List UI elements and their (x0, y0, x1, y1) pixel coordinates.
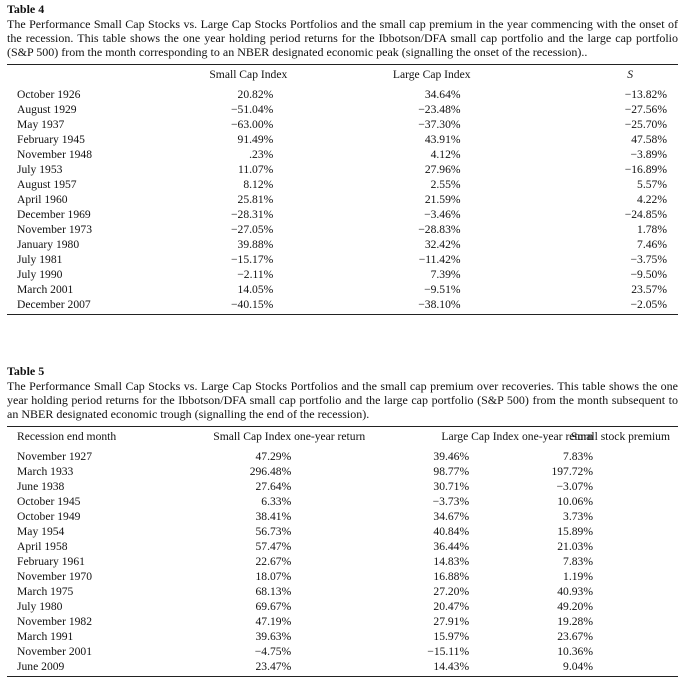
value-cell: −16.89% (624, 163, 667, 176)
value-cell: 4.12% (430, 148, 461, 161)
table-4-label: Table 4 (7, 2, 45, 16)
row-label-cell: December 2007 (17, 298, 91, 311)
value-cell: 38.41% (255, 510, 292, 523)
value-cell: −13.82% (624, 88, 667, 101)
value-cell: 15.97% (433, 630, 470, 643)
table-4 (7, 65, 678, 312)
value-cell: −2.11% (237, 268, 274, 281)
value-cell: 23.57% (631, 283, 667, 296)
value-cell: 23.67% (557, 630, 593, 643)
row-label-cell: October 1945 (17, 495, 81, 508)
table-4-caption: The Performance Small Cap Stocks vs. Large Cap Stocks Portfolios and the small cap premium in the year commencing with the onset of the recession. This table shows the one year holding period returns for the Ibbotson/DFA small cap portfolio and the large cap portfolio (S&P 500) from the month corresponding to an NBER designated economic peak (signalling the onset of the recession).. (7, 17, 678, 59)
value-cell: 34.67% (433, 510, 470, 523)
table-5-header-month: Recession end month (17, 430, 117, 443)
table-row (7, 479, 678, 494)
value-cell: 98.77% (433, 465, 470, 478)
table-row (7, 629, 678, 644)
value-cell: 56.73% (255, 525, 292, 538)
table-5 (7, 427, 678, 674)
table-4-bottom-rule (7, 314, 678, 315)
value-cell: −15.11% (427, 645, 470, 658)
value-cell: −40.15% (231, 298, 274, 311)
value-cell: 7.39% (430, 268, 461, 281)
row-label-cell: June 1938 (17, 480, 65, 493)
value-cell: 30.71% (433, 480, 470, 493)
row-label-cell: July 1990 (17, 268, 63, 281)
row-label-cell: June 2009 (17, 660, 65, 673)
value-cell: −23.48% (418, 103, 461, 116)
table-row (7, 494, 678, 509)
value-cell: 20.47% (433, 600, 470, 613)
table-5-caption: The Performance Small Cap Stocks vs. Large Cap Stocks Portfolios and the small cap premium over recoveries. This table shows the one year holding period returns for the Ibbotson/DFA small cap portfolio and the large cap portfolio (S&P 500) from the month subsequent to an NBER designated economic trough (signalling the end of the recession). (7, 379, 678, 421)
table-row (7, 464, 678, 479)
table-row (7, 282, 678, 297)
table-row (7, 569, 678, 584)
row-label-cell: March 2001 (17, 283, 74, 296)
value-cell: 40.93% (557, 585, 593, 598)
value-cell: 27.20% (433, 585, 470, 598)
table-row (7, 252, 678, 267)
value-cell: 43.91% (424, 133, 461, 146)
row-label-cell: November 1948 (17, 148, 93, 161)
table-row (7, 84, 678, 102)
row-label-cell: April 1960 (17, 193, 68, 206)
table-row (7, 207, 678, 222)
table-row (7, 644, 678, 659)
row-label-cell: July 1953 (17, 163, 63, 176)
value-cell: 21.59% (424, 193, 461, 206)
value-cell: 3.73% (563, 510, 593, 523)
table-row (7, 446, 678, 464)
value-cell: −27.56% (624, 103, 667, 116)
value-cell: 39.88% (237, 238, 274, 251)
table-row (7, 584, 678, 599)
value-cell: −9.51% (424, 283, 461, 296)
row-label-cell: February 1961 (17, 555, 85, 568)
table-row (7, 297, 678, 312)
value-cell: 47.29% (255, 450, 292, 463)
value-cell: −3.07% (556, 480, 593, 493)
value-cell: 18.07% (255, 570, 292, 583)
value-cell: 27.64% (255, 480, 292, 493)
value-cell: 7.83% (563, 450, 593, 463)
table-4-header-date (7, 65, 195, 84)
table-row (7, 509, 678, 524)
value-cell: 40.84% (433, 525, 470, 538)
table-5-header-row (7, 427, 678, 446)
value-cell: 39.63% (255, 630, 292, 643)
value-cell: 49.20% (557, 600, 593, 613)
table-row (7, 192, 678, 207)
row-label-cell: August 1957 (17, 178, 77, 191)
row-label-cell: November 1982 (17, 615, 93, 628)
table-5-header-small-cap: Small Cap Index one-year return (213, 430, 366, 443)
value-cell: 11.07% (237, 163, 274, 176)
value-cell: 15.89% (557, 525, 593, 538)
table-row (7, 539, 678, 554)
value-cell: 8.12% (243, 178, 274, 191)
value-cell: 20.82% (237, 88, 274, 101)
value-cell: 5.57% (637, 178, 667, 191)
value-cell: 36.44% (433, 540, 470, 553)
value-cell: 39.46% (433, 450, 470, 463)
value-cell: −28.83% (418, 223, 461, 236)
table-row (7, 599, 678, 614)
value-cell: 32.42% (424, 238, 461, 251)
value-cell: −3.75% (630, 253, 667, 266)
table-row (7, 147, 678, 162)
value-cell: −15.17% (231, 253, 274, 266)
row-label-cell: August 1929 (17, 103, 77, 116)
value-cell: 69.67% (255, 600, 292, 613)
value-cell: 22.67% (255, 555, 292, 568)
row-label-cell: July 1981 (17, 253, 63, 266)
table-row (7, 524, 678, 539)
value-cell: 21.03% (557, 540, 593, 553)
row-label-cell: May 1937 (17, 118, 65, 131)
value-cell: 14.05% (237, 283, 274, 296)
row-label-cell: October 1926 (17, 88, 81, 101)
table-4-body (7, 84, 678, 312)
value-cell: 296.48% (249, 465, 292, 478)
table-5-block (7, 364, 678, 677)
table-4-header-row (7, 65, 678, 84)
table-row (7, 102, 678, 117)
value-cell: −25.70% (624, 118, 667, 131)
value-cell: −11.42% (418, 253, 461, 266)
value-cell: −51.04% (231, 103, 274, 116)
row-label-cell: November 2001 (17, 645, 93, 658)
table-row (7, 267, 678, 282)
row-label-cell: May 1954 (17, 525, 65, 538)
table-row (7, 659, 678, 674)
table-row (7, 177, 678, 192)
table-4-header-small-cap: Small Cap Index (209, 68, 288, 81)
value-cell: −4.75% (254, 645, 292, 658)
value-cell: −3.73% (432, 495, 470, 508)
table-4-block (7, 2, 678, 315)
value-cell: 10.06% (557, 495, 593, 508)
value-cell: 2.55% (430, 178, 461, 191)
value-cell: 197.72% (551, 465, 593, 478)
value-cell: 23.47% (255, 660, 292, 673)
value-cell: .23% (249, 148, 274, 161)
row-label-cell: January 1980 (17, 238, 80, 251)
value-cell: −9.50% (630, 268, 667, 281)
value-cell: −2.05% (630, 298, 667, 311)
row-label-cell: April 1958 (17, 540, 68, 553)
row-label-cell: March 1991 (17, 630, 74, 643)
value-cell: 7.83% (563, 555, 593, 568)
table-row (7, 222, 678, 237)
value-cell: 14.83% (433, 555, 470, 568)
value-cell: 34.64% (424, 88, 461, 101)
value-cell: −63.00% (231, 118, 274, 131)
value-cell: 91.49% (237, 133, 274, 146)
value-cell: 14.43% (433, 660, 470, 673)
table-row (7, 614, 678, 629)
row-label-cell: February 1945 (17, 133, 85, 146)
row-label-cell: November 1970 (17, 570, 93, 583)
value-cell: 47.19% (255, 615, 292, 628)
value-cell: 6.33% (261, 495, 292, 508)
value-cell: 4.22% (637, 193, 667, 206)
value-cell: 27.96% (424, 163, 461, 176)
row-label-cell: July 1980 (17, 600, 63, 613)
table-row (7, 554, 678, 569)
table-5-header-large-cap: Large Cap Index one-year return (441, 430, 594, 443)
table-4-header-premium: S (627, 68, 633, 81)
row-label-cell: November 1927 (17, 450, 93, 463)
value-cell: 47.58% (631, 133, 667, 146)
table-5-bottom-rule (7, 676, 678, 677)
table-4-header-large-cap: Large Cap Index (392, 68, 471, 81)
value-cell: 1.78% (637, 223, 667, 236)
value-cell: 27.91% (433, 615, 470, 628)
row-label-cell: March 1975 (17, 585, 74, 598)
value-cell: −3.89% (630, 148, 667, 161)
table-row (7, 237, 678, 252)
table-5-header-premium: Small stock premium (570, 430, 670, 443)
value-cell: −24.85% (624, 208, 667, 221)
value-cell: 57.47% (255, 540, 292, 553)
value-cell: 16.88% (433, 570, 470, 583)
row-label-cell: October 1949 (17, 510, 81, 523)
row-label-cell: November 1973 (17, 223, 93, 236)
value-cell: 9.04% (563, 660, 593, 673)
value-cell: −38.10% (418, 298, 461, 311)
table-row (7, 117, 678, 132)
table-row (7, 162, 678, 177)
value-cell: 19.28% (557, 615, 593, 628)
value-cell: −28.31% (231, 208, 274, 221)
value-cell: −27.05% (231, 223, 274, 236)
table-row (7, 132, 678, 147)
value-cell: 7.46% (637, 238, 667, 251)
row-label-cell: March 1933 (17, 465, 74, 478)
value-cell: −3.46% (424, 208, 461, 221)
row-label-cell: December 1969 (17, 208, 91, 221)
value-cell: 1.19% (563, 570, 593, 583)
table-5-label: Table 5 (7, 364, 45, 378)
value-cell: −37.30% (418, 118, 461, 131)
value-cell: 68.13% (255, 585, 292, 598)
value-cell: 10.36% (557, 645, 593, 658)
table-5-body (7, 446, 678, 674)
value-cell: 25.81% (237, 193, 274, 206)
